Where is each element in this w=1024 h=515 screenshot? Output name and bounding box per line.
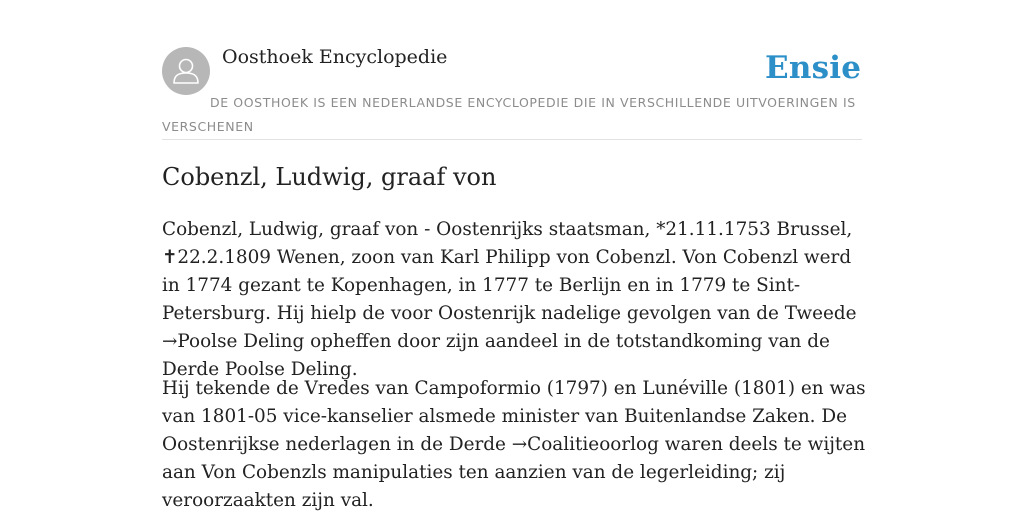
source-description: DE OOSTHOEK IS EEN NEDERLANDSE ENCYCLOPEDIE DIE IN VERSCHILLENDE UITVOERINGEN IS VERSCHENEN bbox=[162, 95, 856, 134]
article-paragraph-1: Cobenzl, Ludwig, graaf von - Oostenrijks staatsman, *21.11.1753 Brussel, ✝22.2.1809 Wenen, zoon van Karl Philipp von Cobenzl. Von Cobenzl werd in 1774 gezant te Kopenhagen, in 1777 te Berlijn en in 1779 te Sint-Petersburg. Hij hielp de voor Oostenrijk nadelige gevolgen van de Tweede →Poolse Deling opheffen door zijn aandeel in de totstandkoming van de Derde Poolse Deling. bbox=[162, 219, 857, 380]
article-title: Cobenzl, Ludwig, graaf von bbox=[162, 163, 497, 191]
avatar[interactable] bbox=[162, 47, 210, 95]
user-icon bbox=[162, 47, 210, 95]
header-divider bbox=[162, 139, 862, 140]
source-name[interactable]: Oosthoek Encyclopedie bbox=[222, 46, 448, 68]
article-paragraph-2: Hij tekende de Vredes van Campoformio (1797) en Lunéville (1801) en was van 1801-05 vice-kanselier alsmede minister van Buitenlandse Zaken. De Oostenrijkse nederlagen in de Derde →Coalitieoorlog waren deels te wijten aan Von Cobenzls manipulaties ten aanzien van de legerleiding; zij veroorzaakten zijn val. bbox=[162, 378, 866, 511]
brand-logo[interactable]: Ensie bbox=[765, 50, 862, 86]
